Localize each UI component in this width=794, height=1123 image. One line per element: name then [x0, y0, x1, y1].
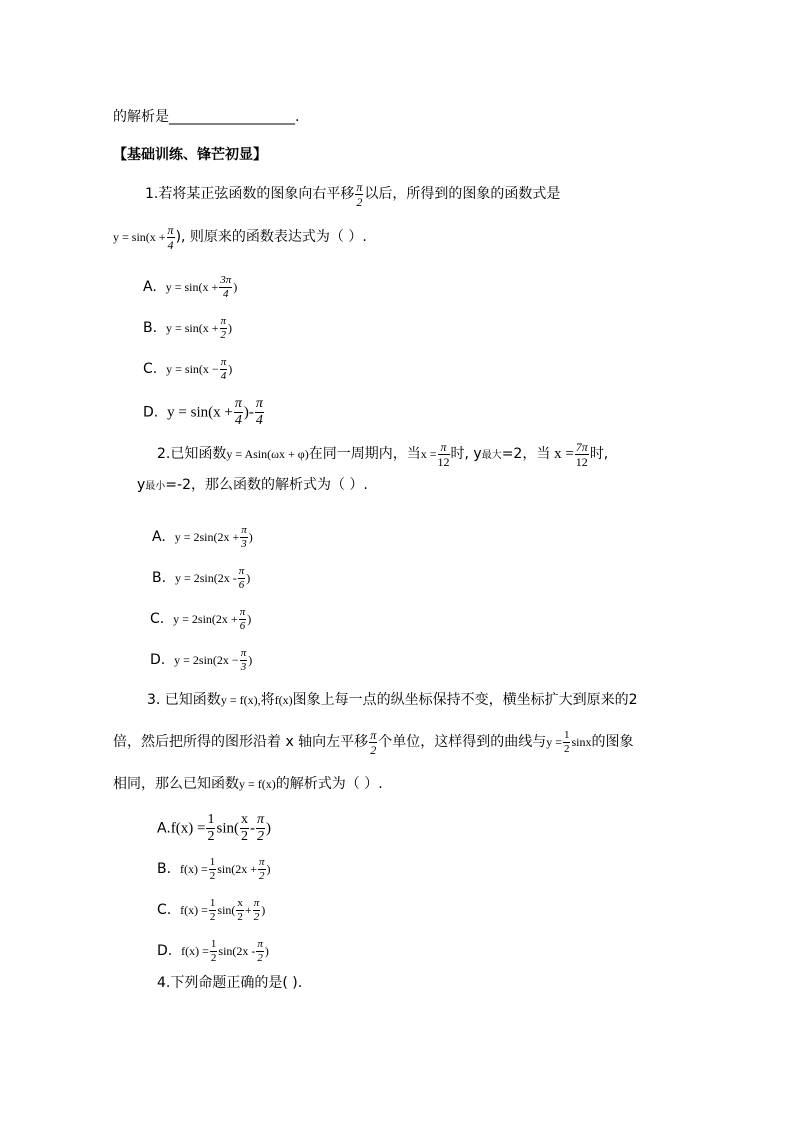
- q3-option-a[interactable]: A.f(x) = $\frac{1}{2}$ sin( $\frac{x}{2}$ - $\frac{\pi}{2}$ ): [157, 812, 271, 844]
- q3-stem-line2: 倍，然后把所得的图形沿着 x 轴向左平移 $\frac{\pi}{2}$ 个单位，这样得到的曲线与y = $\frac{1}{2}$ sinx的图象: [113, 727, 634, 757]
- q2-option-c[interactable]: C. y = 2sin(2x + $\frac{\pi}{6}$ ): [150, 605, 252, 632]
- q3-option-c[interactable]: C. f(x) = $\frac{1}{2}$ sin( $\frac{x}{2}$ + $\frac{\pi}{2}$ ): [157, 896, 266, 923]
- q3-stem: 3. 已知函数y = f(x),将f(x)图象上每一点的纵坐标保持不变，横坐标扩大到原来的2: [147, 692, 638, 708]
- q2-option-b[interactable]: B. y = 2sin(2x - $\frac{\pi}{6}$ ): [152, 564, 251, 591]
- answer-blank: __________________: [169, 109, 295, 125]
- q2-stem: 2.已知函数y = Asin(ωx + φ)在同一周期内，当x = $\frac{\pi}{12}$ 时, y最大=2，当 x = $\frac{7\pi}{12}$ 时,: [157, 439, 609, 469]
- q3-option-b[interactable]: B. f(x) = $\frac{1}{2}$ sin(2x + $\frac{\pi}{2}$ ): [157, 855, 271, 882]
- fraction: $\frac{\pi}{4}$: [167, 222, 174, 252]
- fraction: $\frac{\pi}{2}$: [356, 179, 363, 209]
- q2-stem-line2: y最小=-2，那么函数的解析式为（ ）.: [137, 477, 368, 493]
- section-title: 【基础训练、锋芒初显】: [113, 147, 267, 163]
- q1-function: y = sin(x + $\frac{\pi}{4}$ ), 则原来的函数表达式为（ ）.: [113, 222, 367, 252]
- q3-option-d[interactable]: D. f(x) = $\frac{1}{2}$ sin(2x - $\frac{\pi}{2}$ ): [157, 937, 269, 964]
- q1-option-c[interactable]: C. y = sin(x − $\frac{\pi}{4}$ ): [143, 355, 233, 382]
- q1-option-d[interactable]: D. y = sin(x + $\frac{\pi}{4}$ )- $\frac{\pi}{4}$: [143, 396, 263, 428]
- q1-stem: 1.若将某正弦函数的图象向右平移 $\frac{\pi}{2}$ 以后，所得到的图象的函数式是: [145, 179, 561, 209]
- intro-line: 的解析是__________________.: [113, 109, 300, 125]
- q2-option-d[interactable]: D. y = 2sin(2x − $\frac{\pi}{3}$ ): [150, 646, 253, 673]
- q2-option-a[interactable]: A. y = 2sin(2x + $\frac{\pi}{3}$ ): [152, 523, 253, 550]
- q4-stem: 4.下列命题正确的是( ).: [157, 975, 303, 991]
- q1-option-b[interactable]: B. y = sin(x + $\frac{\pi}{2}$ ): [143, 314, 233, 341]
- q3-stem-line3: 相同，那么已知函数y = f(x)的解析式为（ ）.: [113, 776, 383, 792]
- q1-option-a[interactable]: A. y = sin(x + $\frac{3\pi}{4}$ ): [143, 273, 238, 300]
